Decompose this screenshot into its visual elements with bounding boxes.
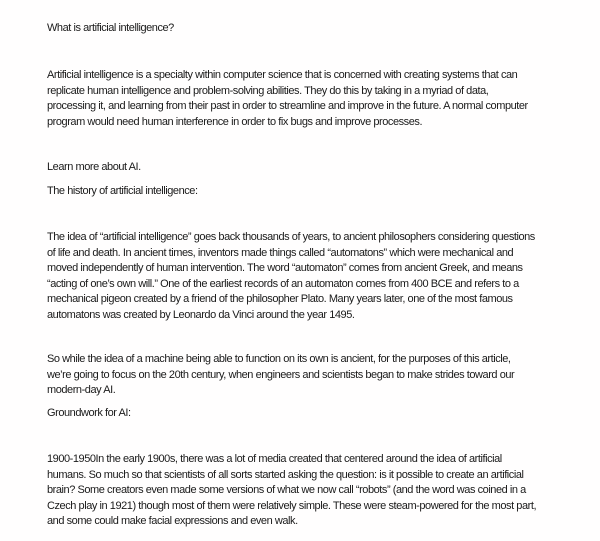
paragraph-ai-definition: Artificial intelligence is a specialty within computer science that is concerned with creating systems that can replicate human intelligence and problem-solving abilities. They do this by taking in a myriad of data, processing it, and learning from their past in order to streamline and improve in the future. A normal computer program would need human interference in order to fix bugs and improve processes. — [47, 69, 528, 128]
heading-groundwork-for-ai: Groundwork for AI: — [47, 407, 131, 419]
heading-history-of-ai: The history of artificial intelligence: — [47, 185, 198, 197]
paragraph-history-automatons: The idea of “artificial intelligence” goes back thousands of years, to ancient philosophers considering questions of life and death. In ancient times, inventors made things called “automatons” which were mechanical and moved independently of human intervention. The word “automaton” comes from ancient Greek, and means “acting of one’s own will.” One of the earliest records of an automaton comes from 400 BCE and refers to a mechanical pigeon created by a friend of the philosopher Plato. Many years later, one of the most famous automatons was created by Leonardo da Vinci around the year 1495. — [47, 231, 535, 321]
heading-what-is-ai: What is artificial intelligence? — [47, 22, 174, 34]
paragraph-1900-1950: 1900-1950In the early 1900s, there was a lot of media created that centered around the idea of artificial humans. So much so that scientists of all sorts started asking the question: is it possible to create an artificial brain? Some creators even made some versions of what we now call “robots” (and the word was coined in a Czech play in 1921) though most of them were relatively simple. These were steam-powered for the most part, and some could make facial expressions and even walk. — [47, 453, 537, 528]
paragraph-20th-century-focus: So while the idea of a machine being able to function on its own is ancient, for the purposes of this article, we’re going to focus on the 20th century, when engineers and scientists began to make strides toward our modern-day AI. — [47, 353, 515, 397]
text-learn-more: Learn more about AI. — [47, 161, 141, 173]
